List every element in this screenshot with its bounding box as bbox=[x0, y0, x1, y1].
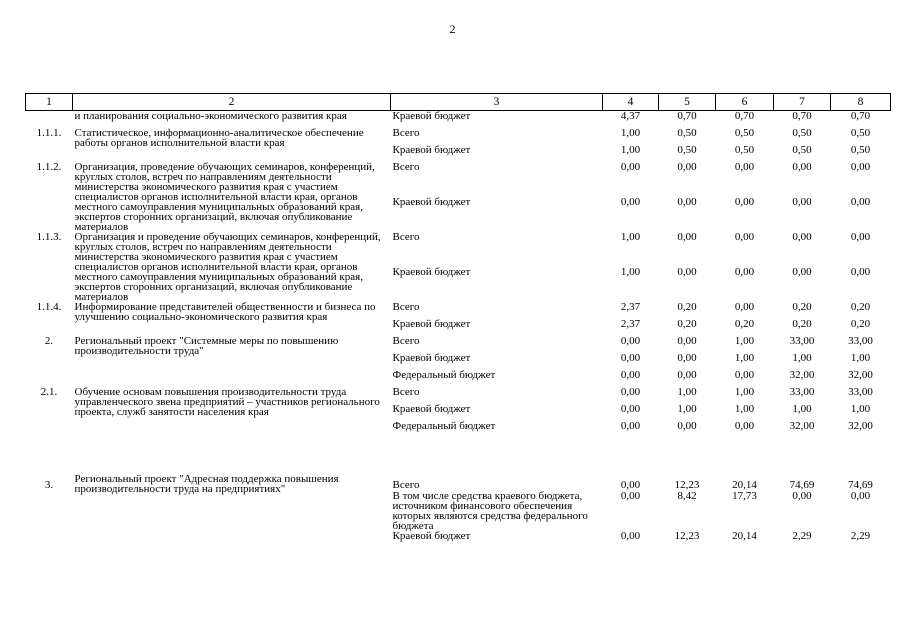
amount-cell: 33,00 bbox=[789, 334, 815, 347]
amount-cell: 0,00 bbox=[620, 385, 641, 398]
amount-cell: 0,00 bbox=[850, 489, 871, 502]
funding-source: Всего bbox=[392, 160, 420, 173]
amount-cell: 0,00 bbox=[677, 230, 697, 243]
row-description: Статистическое, информационно-аналитическое обеспечение работы органов исполнительной власти края bbox=[74, 126, 364, 149]
table-row bbox=[26, 387, 891, 404]
amount-cell: 1,00 bbox=[620, 126, 641, 139]
funding-source: Федеральный бюджет bbox=[392, 419, 496, 432]
column-header: 8 bbox=[831, 94, 891, 111]
amount-cell: 0,00 bbox=[620, 489, 641, 502]
row-description: Информирование представителей общественности и бизнеса по улучшению социально-экономического развития края bbox=[74, 300, 376, 323]
amount-cell: 1,00 bbox=[734, 334, 755, 347]
column-header: 6 bbox=[716, 94, 774, 111]
amount-cell: 0,20 bbox=[792, 300, 812, 313]
amount-cell: 0,00 bbox=[620, 334, 641, 347]
amount-cell: 0,00 bbox=[677, 334, 697, 347]
amount-cell: 2,37 bbox=[620, 300, 641, 313]
amount-cell: 2,29 bbox=[792, 529, 812, 542]
amount-cell: 33,00 bbox=[789, 385, 815, 398]
amount-cell: 33,00 bbox=[848, 334, 873, 347]
amount-cell: 0,00 bbox=[792, 195, 812, 208]
amount-cell: 0,00 bbox=[620, 160, 641, 173]
funding-source: Краевой бюджет bbox=[392, 351, 471, 364]
table-row bbox=[26, 111, 891, 128]
amount-cell: 0,00 bbox=[620, 402, 641, 415]
amount-cell: 0,50 bbox=[792, 143, 812, 156]
amount-cell: 0,00 bbox=[620, 419, 641, 432]
amount-cell: 74,69 bbox=[789, 478, 815, 491]
column-header: 7 bbox=[774, 94, 831, 111]
table-row bbox=[26, 336, 891, 353]
row-description: Региональный проект "Системные меры по повышению производительности труда" bbox=[74, 334, 339, 357]
amount-cell: 17,73 bbox=[732, 489, 757, 502]
amount-cell: 0,50 bbox=[734, 143, 755, 156]
row-number: 1.1.1. bbox=[36, 126, 62, 139]
amount-cell: 12,23 bbox=[674, 529, 700, 542]
amount-cell: 32,00 bbox=[848, 368, 873, 381]
row-description: и планирования социально-экономического развития края bbox=[74, 110, 347, 122]
amount-cell: 0,20 bbox=[850, 300, 871, 313]
funding-source: Краевой бюджет bbox=[392, 317, 471, 330]
amount-cell: 0,50 bbox=[677, 143, 697, 156]
amount-cell: 0,70 bbox=[850, 110, 871, 122]
funding-source: Всего bbox=[392, 334, 420, 347]
amount-cell: 20,14 bbox=[732, 529, 757, 542]
amount-cell: 0,00 bbox=[677, 419, 697, 432]
amount-cell: 32,00 bbox=[848, 419, 873, 432]
amount-cell: 0,70 bbox=[677, 110, 697, 122]
amount-cell: 0,00 bbox=[734, 230, 755, 243]
row-number: 2.1. bbox=[40, 385, 58, 398]
amount-cell: 8,42 bbox=[677, 489, 697, 502]
funding-source: Всего bbox=[392, 126, 420, 139]
amount-cell: 32,00 bbox=[789, 419, 815, 432]
funding-source: Краевой бюджет bbox=[392, 402, 471, 415]
funding-source: В том числе средства краевого бюджета, источником финансового обеспечения которых являются средства федерального бюджета bbox=[392, 489, 588, 532]
amount-cell: 0,00 bbox=[792, 489, 812, 502]
amount-cell: 0,00 bbox=[620, 351, 641, 364]
amount-cell: 0,00 bbox=[734, 160, 755, 173]
amount-cell: 0,00 bbox=[734, 368, 755, 381]
column-header: 4 bbox=[603, 94, 659, 111]
amount-cell: 0,50 bbox=[850, 126, 871, 139]
amount-cell: 0,00 bbox=[850, 195, 871, 208]
funding-source: Краевой бюджет bbox=[392, 143, 471, 156]
amount-cell: 2,29 bbox=[850, 529, 871, 542]
table-row bbox=[26, 302, 891, 319]
row-number bbox=[26, 111, 73, 128]
funding-source: Краевой бюджет bbox=[392, 110, 471, 122]
row-description: Организация, проведение обучающих семинаров, конференций, круглых столов, встреч по направлениям деятельности министерства экономического развития края с участием специалистов органов исполнительной власти края, органов местного самоуправления муниципальных образований края, экспертов сторонних организаций, включая опубликование материалов bbox=[74, 160, 375, 233]
page-number: 2 bbox=[449, 22, 456, 36]
amount-cell: 1,00 bbox=[734, 385, 755, 398]
amount-cell: 0,00 bbox=[620, 368, 641, 381]
funding-source: Федеральный бюджет bbox=[392, 368, 496, 381]
amount-cell: 0,20 bbox=[734, 317, 755, 330]
row-number: 1.1.4. bbox=[36, 300, 62, 313]
amount-cell: 20,14 bbox=[732, 478, 757, 491]
amount-cell: 0,00 bbox=[792, 160, 812, 173]
amount-cell: 0,70 bbox=[734, 110, 755, 122]
table-header-row bbox=[26, 94, 891, 111]
amount-cell: 1,00 bbox=[620, 230, 641, 243]
column-header: 2 bbox=[73, 94, 391, 111]
amount-cell: 1,00 bbox=[792, 402, 812, 415]
table-row bbox=[26, 232, 891, 267]
amount-cell: 0,00 bbox=[792, 230, 812, 243]
amount-cell: 1,00 bbox=[850, 402, 871, 415]
amount-cell: 0,00 bbox=[850, 265, 871, 278]
amount-cell: 0,00 bbox=[677, 368, 697, 381]
funding-source: Краевой бюджет bbox=[392, 195, 471, 208]
amount-cell: 0,00 bbox=[734, 195, 755, 208]
budget-table bbox=[25, 93, 891, 548]
funding-source: Всего bbox=[392, 385, 420, 398]
amount-cell: 1,00 bbox=[850, 351, 871, 364]
amount-cell: 0,00 bbox=[620, 195, 641, 208]
amount-cell: 0,00 bbox=[734, 419, 755, 432]
row-number: 2. bbox=[44, 334, 54, 347]
amount-cell: 0,70 bbox=[792, 110, 812, 122]
amount-cell: 0,20 bbox=[677, 300, 697, 313]
funding-source: Всего bbox=[392, 478, 420, 491]
amount-cell: 0,00 bbox=[677, 351, 697, 364]
amount-cell: 33,00 bbox=[848, 385, 873, 398]
row-description: Обучение основам повышения производительности труда управленческого звена предприятий – участников регионального проекта, служб занятости населения края bbox=[74, 385, 380, 418]
table-row bbox=[26, 438, 891, 491]
row-number: 3. bbox=[44, 478, 54, 491]
amount-cell: 0,00 bbox=[677, 195, 697, 208]
amount-cell: 1,00 bbox=[620, 143, 641, 156]
row-number: 1.1.2. bbox=[36, 160, 62, 173]
column-header: 5 bbox=[659, 94, 716, 111]
amount-cell: 0,00 bbox=[792, 265, 812, 278]
funding-source: Всего bbox=[392, 300, 420, 313]
amount-cell: 0,00 bbox=[620, 478, 641, 491]
table-row bbox=[26, 162, 891, 197]
amount-cell: 0,00 bbox=[850, 160, 871, 173]
amount-cell: 0,50 bbox=[792, 126, 812, 139]
amount-cell: 0,00 bbox=[734, 300, 755, 313]
amount-cell: 0,00 bbox=[850, 230, 871, 243]
amount-cell: 1,00 bbox=[677, 385, 697, 398]
amount-cell: 0,50 bbox=[850, 143, 871, 156]
column-header: 3 bbox=[391, 94, 603, 111]
amount-cell: 2,37 bbox=[620, 317, 641, 330]
amount-cell: 0,00 bbox=[620, 529, 641, 542]
row-description: Региональный проект "Адресная поддержка повышения производительности труда на предприятиях" bbox=[74, 472, 339, 495]
amount-cell: 32,00 bbox=[789, 368, 815, 381]
amount-cell: 74,69 bbox=[848, 478, 873, 491]
amount-cell: 0,20 bbox=[677, 317, 697, 330]
funding-source: Всего bbox=[392, 230, 420, 243]
amount-cell: 0,00 bbox=[734, 265, 755, 278]
column-header: 1 bbox=[26, 94, 73, 111]
amount-cell: 0,20 bbox=[792, 317, 812, 330]
amount-cell: 4,37 bbox=[620, 110, 641, 122]
amount-cell: 0,50 bbox=[677, 126, 697, 139]
amount-cell: 1,00 bbox=[734, 351, 755, 364]
table-row bbox=[26, 128, 891, 145]
amount-cell: 0,00 bbox=[677, 265, 697, 278]
amount-cell: 0,00 bbox=[677, 160, 697, 173]
amount-cell: 0,20 bbox=[850, 317, 871, 330]
row-number: 1.1.3. bbox=[36, 230, 62, 243]
amount-cell: 1,00 bbox=[620, 265, 641, 278]
amount-cell: 1,00 bbox=[677, 402, 697, 415]
funding-source: Краевой бюджет bbox=[392, 529, 471, 542]
amount-cell: 12,23 bbox=[674, 478, 700, 491]
row-description: Организация и проведение обучающих семинаров, конференций, круглых столов, встреч по направлениям деятельности министерства экономического развития края с участием специалистов органов исполнительной власти края, органов местного самоуправления муниципальных образований края, экспертов сторонних организаций, включая опубликование материалов bbox=[74, 230, 381, 303]
amount-cell: 0,50 bbox=[734, 126, 755, 139]
funding-source: Краевой бюджет bbox=[392, 265, 471, 278]
amount-cell: 1,00 bbox=[734, 402, 755, 415]
amount-cell: 1,00 bbox=[792, 351, 812, 364]
